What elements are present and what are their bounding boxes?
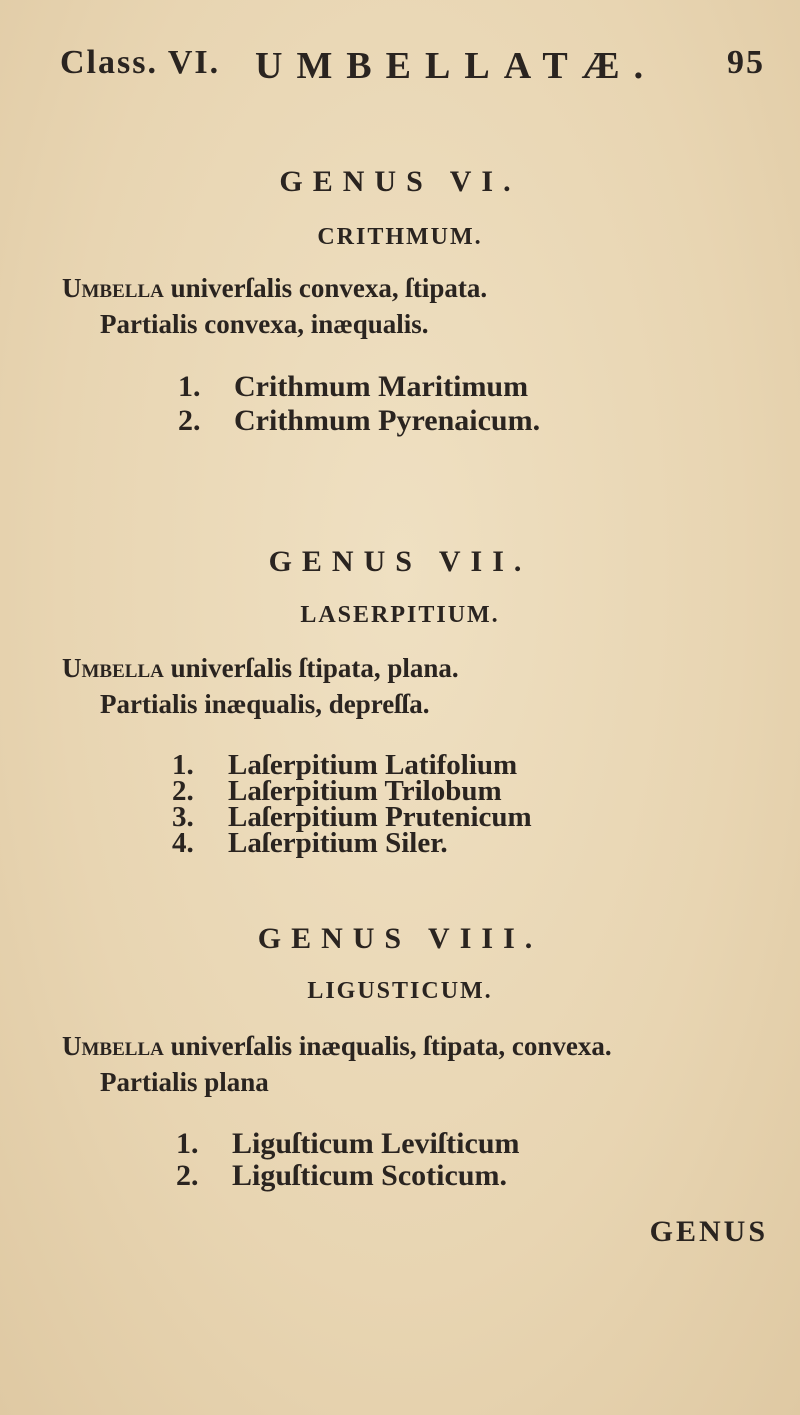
genus-description [62, 1028, 612, 1100]
species-name: Laſerpitium Siler. [228, 827, 448, 859]
umbella-text: univerſalis ſtipata, plana. [163, 653, 459, 683]
genus-heading: GENUS VIII. [257, 922, 543, 955]
species-name: Liguſticum Leviſticum [232, 1127, 520, 1160]
genus-name: CRITHMUM. [317, 224, 483, 250]
species-name: Liguſticum Scoticum. [232, 1159, 507, 1192]
partialis-text: Partialis inæqualis, depreſſa. [100, 689, 430, 719]
partialis-text: Partialis convexa, inæqualis. [100, 309, 429, 339]
species-number: 3. [172, 801, 194, 833]
umbella-word: Umbella [62, 273, 164, 303]
genus-heading: GENUS VI. [279, 165, 521, 198]
catchword: GENUS [649, 1215, 768, 1248]
genus-heading: GENUS VII. [268, 545, 532, 578]
page-number: 95 [727, 44, 765, 81]
umbella-word: Umbella [62, 1031, 164, 1061]
genus-name: LIGUSTICUM. [307, 978, 493, 1004]
class-label: Class. VI. [60, 44, 221, 81]
species-list [176, 1128, 520, 1192]
species-name: Laſerpitium Latifolium [228, 749, 518, 781]
genus-description [62, 650, 459, 722]
species-number: 1. [176, 1127, 199, 1160]
partialis-text: Partialis plana [100, 1067, 269, 1097]
species-name: Laſerpitium Trilobum [228, 775, 502, 807]
genus-description [62, 270, 487, 342]
species-list [178, 370, 540, 438]
species-number: 2. [172, 775, 194, 807]
umbella-text: univerſalis inæqualis, ſtipata, convexa. [163, 1031, 612, 1061]
species-name: Crithmum Pyrenaicum. [234, 404, 541, 437]
list-item [176, 1128, 520, 1160]
running-header [60, 44, 770, 94]
species-number: 4. [172, 827, 194, 859]
species-number: 2. [176, 1159, 199, 1192]
list-item [172, 827, 532, 859]
species-name: Crithmum Maritimum [234, 370, 529, 403]
list-item [178, 370, 540, 404]
genus-name: LASERPITIUM. [300, 602, 500, 628]
running-title: UMBELLATÆ. [255, 45, 658, 87]
list-item [178, 404, 540, 438]
species-list [172, 749, 532, 859]
species-name: Laſerpitium Prutenicum [228, 801, 532, 833]
species-number: 2. [178, 404, 201, 437]
umbella-text: univerſalis convexa, ſtipata. [163, 273, 488, 303]
species-number: 1. [172, 749, 194, 781]
species-number: 1. [178, 370, 201, 403]
list-item [176, 1160, 520, 1192]
umbella-word: Umbella [62, 653, 164, 683]
